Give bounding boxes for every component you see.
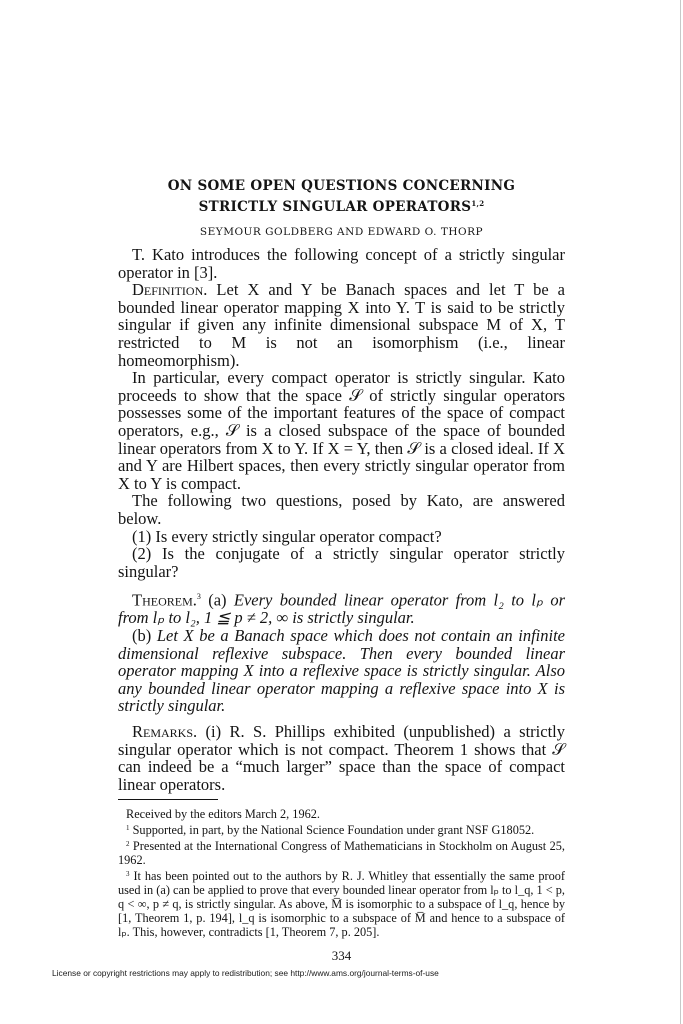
page-number: 334 (331, 948, 352, 964)
theorem-b-paragraph (118, 627, 565, 715)
received-note: Received by the editors March 2, 1962. (126, 807, 320, 822)
footnotes (118, 807, 565, 939)
intro-paragraph: T. Kato introduces the following concept of a strictly singular operator in [3]. (118, 245, 565, 282)
remarks-text: (i) R. S. Phillips exhibited (unpublished) a strictly singular operator which is not compact. Theorem 1 shows that 𝒮 can indeed be a “much larger” space than the space of compact linear operators. (118, 721, 565, 794)
footnote-1-text: Supported, in part, by the National Science Foundation under grant NSF G18052. (132, 823, 535, 838)
page-edge (680, 0, 681, 1024)
footnote-2-mark: 2 (126, 840, 130, 849)
footnote-3-mark: 3 (126, 870, 130, 879)
remarks-paragraph (118, 723, 565, 793)
theorem-label: Theorem. (132, 590, 197, 610)
remarks-label: Remarks. (132, 721, 198, 741)
footnote-1-mark: 1 (126, 824, 130, 833)
paper-body (118, 246, 565, 793)
footnote-3-text: It has been pointed out to the authors by R. J. Whitley that essentially the same proof used in (a) can be applied to prove that every bounded linear operator from lₚ to l_q, 1 < p, q < ∞, p ≠ q, is strictly singular. As above, M̅ is isomorphic to a subspace of l_q, hence by [1, Theorem 1, p. 194], l_q is isomorphic to a subspace of M̅ and hence to a subspace of lₚ. This, however, contradicts [1, Theorem 7, p. 205]. (118, 869, 565, 940)
theorem-b-text: Let X be a Banach space which does not contain an infinite dimensional reflexive subspace. Then every bounded linear operator mapping X into a reflexive space is strictly singular. Also any bounded linear operator mapping a reflexive space into X is strictly singular. (118, 625, 565, 716)
footnote-rule (118, 799, 218, 800)
question-1: (1) Is every strictly singular operator compact? (132, 526, 442, 546)
definition-label: Definition. (132, 280, 208, 300)
theorem-footnote-mark: 3 (196, 592, 201, 602)
compact-paragraph: In particular, every compact operator is strictly singular. Kato proceeds to show that the space 𝒮 of strictly singular operators possesses some of the important features of the space of compact operators, e.g., 𝒮 is a closed subspace of the space of bounded linear operators from X to Y. If X = Y, then 𝒮 is a closed ideal. If X and Y are Hilbert spaces, then every strictly singular operator from X to Y is compact. (118, 368, 565, 493)
footnote-3 (118, 867, 565, 939)
paper-authors: SEYMOUR GOLDBERG AND EDWARD O. THORP (199, 226, 484, 238)
question-2: (2) Is the conjugate of a strictly singular operator strictly singular? (118, 544, 565, 581)
title-footnote-marks: 1,2 (471, 199, 485, 208)
theorem-a-label: (a) (208, 590, 227, 610)
questions-paragraph: The following two questions, posed by Kato, are answered below. (118, 491, 565, 528)
license-notice: License or copyright restrictions may apply to redistribution; see http://www.ams.org/journal-terms-of-use (52, 968, 439, 978)
theorem-b-label: (b) (132, 625, 152, 645)
definition-paragraph (118, 281, 565, 369)
theorem-a-text: Every bounded linear operator from l₂ to lₚ or from lₚ to l₂, 1 ≦ p ≠ 2, ∞ is strictly singular. (118, 590, 566, 628)
title-line-1: ON SOME OPEN QUESTIONS CONCERNING (167, 178, 516, 194)
theorem-paragraph (118, 588, 565, 627)
paper-page (118, 178, 565, 964)
footnote-2 (118, 837, 565, 867)
footnote-2-text: Presented at the International Congress of Mathematicians in Stockholm on August 25, 1962. (118, 839, 565, 868)
title-line-2: STRICTLY SINGULAR OPERATORS (198, 199, 472, 215)
footnote-1 (118, 821, 565, 837)
paper-title (118, 178, 565, 216)
definition-text: Let X and Y be Banach spaces and let T be a bounded linear operator mapping X into Y. T is said to be strictly singular if given any infinite dimensional subspace M of X, T restricted to M is not an isomorphism (i.e., linear homeomorphism). (118, 280, 566, 370)
